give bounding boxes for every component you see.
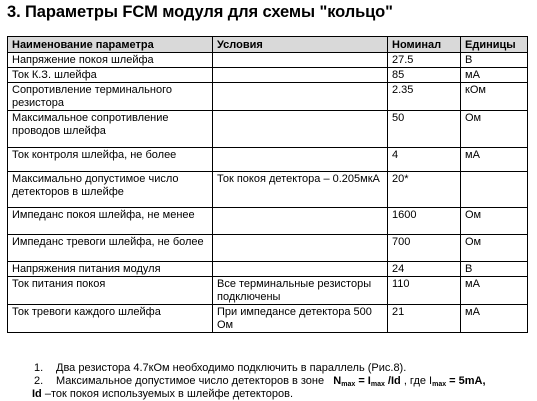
table-row	[8, 148, 528, 172]
cell-conditions	[213, 148, 388, 172]
footnote-2-continuation: Id –ток покоя используемых в шлейфе детекторов.	[32, 388, 293, 400]
table-row	[8, 235, 528, 262]
cell-units: мА	[461, 148, 528, 172]
cell-units: Ом	[461, 235, 528, 262]
cell-conditions	[213, 83, 388, 111]
cell-units	[461, 172, 528, 208]
cell-name: Ток питания покоя	[8, 277, 213, 305]
cell-conditions: Все терминальные резисторы подключены	[213, 277, 388, 305]
footnote-1-text: Два резистора 4.7кОм необходимо подключить в параллель (Рис.8).	[56, 362, 407, 374]
cell-name: Максимальное сопротивление проводов шлейфа	[8, 111, 213, 148]
cell-nominal: 110	[388, 277, 461, 305]
cell-nominal: 85	[388, 68, 461, 83]
cell-conditions	[213, 262, 388, 277]
cell-nominal: 21	[388, 305, 461, 333]
cell-units: мА	[461, 305, 528, 333]
cell-conditions: При импедансе детектора 500 Ом	[213, 305, 388, 333]
cell-units: В	[461, 53, 528, 68]
column-header-conditions: Условия	[213, 37, 388, 53]
cell-nominal: 24	[388, 262, 461, 277]
cell-conditions	[213, 208, 388, 235]
table-header-row	[8, 37, 528, 53]
footnote-2-number: 2.	[34, 375, 44, 387]
cell-nominal: 2.35	[388, 83, 461, 111]
cell-nominal: 50	[388, 111, 461, 148]
footnote-1	[34, 362, 486, 375]
page-title: 3. Параметры FCM модуля для схемы "кольцо"	[7, 3, 393, 21]
cell-units: Ом	[461, 208, 528, 235]
table-row	[8, 172, 528, 208]
column-header-nominal: Номинал	[388, 37, 461, 53]
cell-units: мА	[461, 68, 528, 83]
parameters-table	[7, 36, 528, 333]
column-header-name: Наименование параметра	[8, 37, 213, 53]
table-row	[8, 277, 528, 305]
cell-name: Ток тревоги каждого шлейфа	[8, 305, 213, 333]
table-row	[8, 83, 528, 111]
id-symbol: Id	[32, 388, 42, 400]
cell-nominal: 20*	[388, 172, 461, 208]
cell-units: В	[461, 262, 528, 277]
cell-units: кОм	[461, 83, 528, 111]
footnotes	[34, 362, 486, 401]
cell-name: Напряжения питания модуля	[8, 262, 213, 277]
cell-name: Сопротивление терминального резистора	[8, 83, 213, 111]
table-row	[8, 305, 528, 333]
cell-nominal: 1600	[388, 208, 461, 235]
cell-conditions	[213, 111, 388, 148]
footnote-1-number: 1.	[34, 362, 44, 374]
cell-conditions	[213, 53, 388, 68]
table-row	[8, 262, 528, 277]
table-body	[8, 53, 528, 333]
footnote-2-text: Максимальное допустимое число детекторов в зоне	[56, 375, 325, 387]
cell-conditions: Ток покоя детектора – 0.205мкА	[213, 172, 388, 208]
footnote-2: 2. Максимальное допустимое число детекторов в зоне $N_{max} = I_{max}$ /Id , где $I_{max} = 5mA$,	[34, 375, 486, 388]
cell-nominal: 700	[388, 235, 461, 262]
cell-name: Импеданс покоя шлейфа, не менее	[8, 208, 213, 235]
formula: $N_{max} = I_{max}$ /Id	[333, 375, 401, 388]
cell-conditions	[213, 68, 388, 83]
column-header-units: Единицы	[461, 37, 528, 53]
cell-name: Напряжение покоя шлейфа	[8, 53, 213, 68]
cell-name: Импеданс тревоги шлейфа, не более	[8, 235, 213, 262]
cell-units: Ом	[461, 111, 528, 148]
cell-units: мА	[461, 277, 528, 305]
cell-name: Ток К.З. шлейфа	[8, 68, 213, 83]
cell-conditions	[213, 235, 388, 262]
cell-name: Максимально допустимое число детекторов в шлейфе	[8, 172, 213, 208]
cell-nominal: 27.5	[388, 53, 461, 68]
table-row	[8, 111, 528, 148]
table-row	[8, 53, 528, 68]
cell-nominal: 4	[388, 148, 461, 172]
table-row	[8, 68, 528, 83]
cell-name: Ток контроля шлейфа, не более	[8, 148, 213, 172]
table-row	[8, 208, 528, 235]
